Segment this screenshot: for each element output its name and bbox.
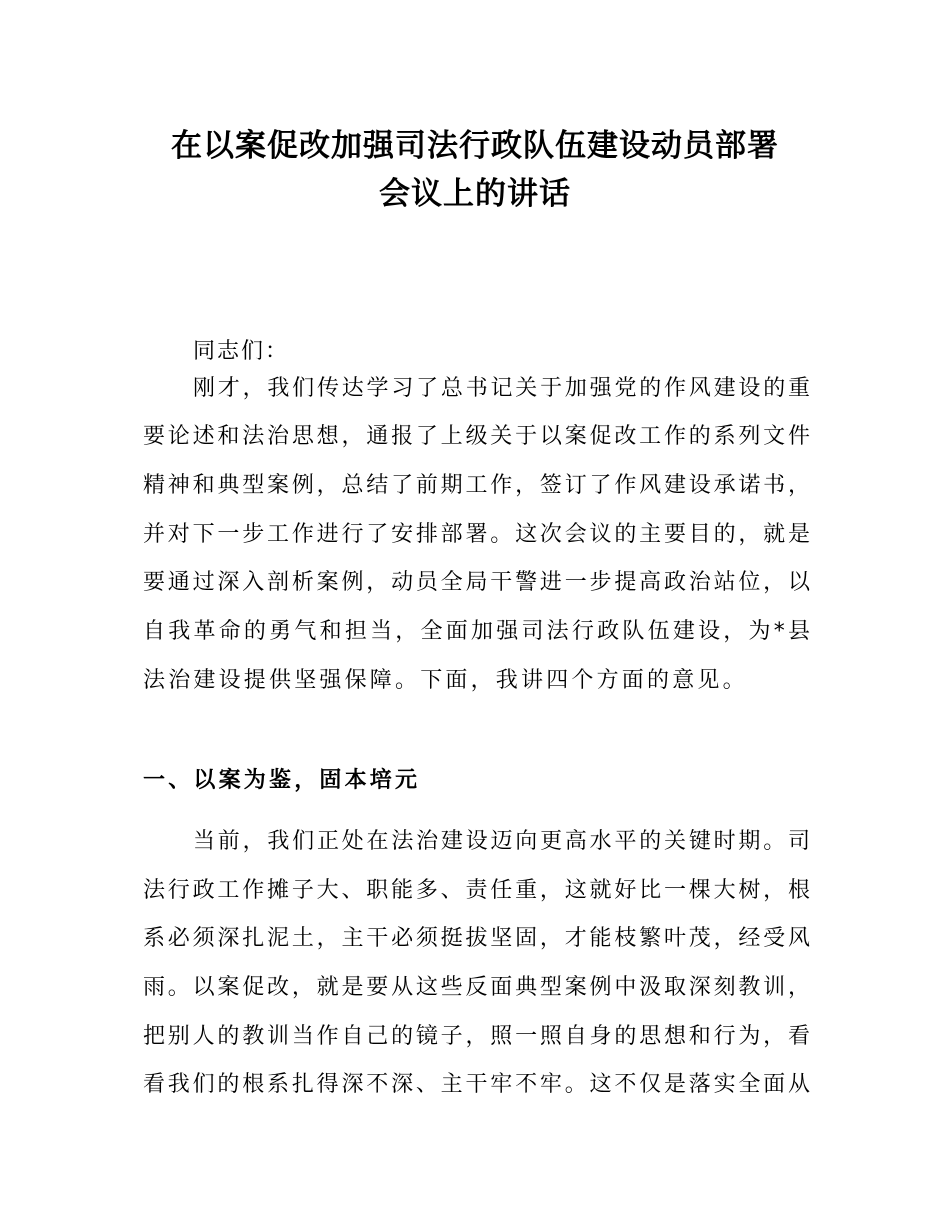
paragraph-line: 看我们的根系扎得深不深、主干牢不牢。这不仅是落实全面从 (143, 1072, 810, 1097)
paragraph-line: 法治建设提供坚强保障。下面，我讲四个方面的意见。 (143, 668, 748, 693)
paragraph-line: 系必须深扎泥土，主干必须挺拔坚固，才能枝繁叶茂，经受风 (143, 926, 810, 951)
paragraph-line: 精神和典型案例，总结了前期工作，签订了作风建设承诺书， (143, 473, 810, 498)
paragraph-line: 把别人的教训当作自己的镜子，照一照自身的思想和行为，看 (143, 1024, 810, 1049)
paragraph-line: 并对下一步工作进行了安排部署。这次会议的主要目的，就是 (143, 522, 810, 547)
salutation: 同志们： (193, 339, 290, 364)
paragraph-line: 当前，我们正处在法治建设迈向更高水平的关键时期。司 (193, 829, 810, 854)
section-heading: 一、以案为鉴，固本培元 (143, 768, 421, 793)
document-title-line-1: 在以案促改加强司法行政队伍建设动员部署 (171, 128, 779, 164)
paragraph-line: 要通过深入剖析案例，动员全局干警进一步提高政治站位，以 (143, 570, 810, 595)
paragraph-line: 刚才，我们传达学习了总书记关于加强党的作风建设的重 (193, 376, 810, 401)
paragraph-line: 法行政工作摊子大、职能多、责任重，这就好比一棵大树，根 (143, 878, 810, 903)
paragraph-line: 自我革命的勇气和担当，全面加强司法行政队伍建设，为*县 (143, 619, 810, 644)
paragraph-line: 雨。以案促改，就是要从这些反面典型案例中汲取深刻教训， (143, 975, 810, 1000)
paragraph-line: 要论述和法治思想，通报了上级关于以案促改工作的系列文件 (143, 424, 810, 449)
document-title-line-2: 会议上的讲话 (379, 176, 571, 212)
